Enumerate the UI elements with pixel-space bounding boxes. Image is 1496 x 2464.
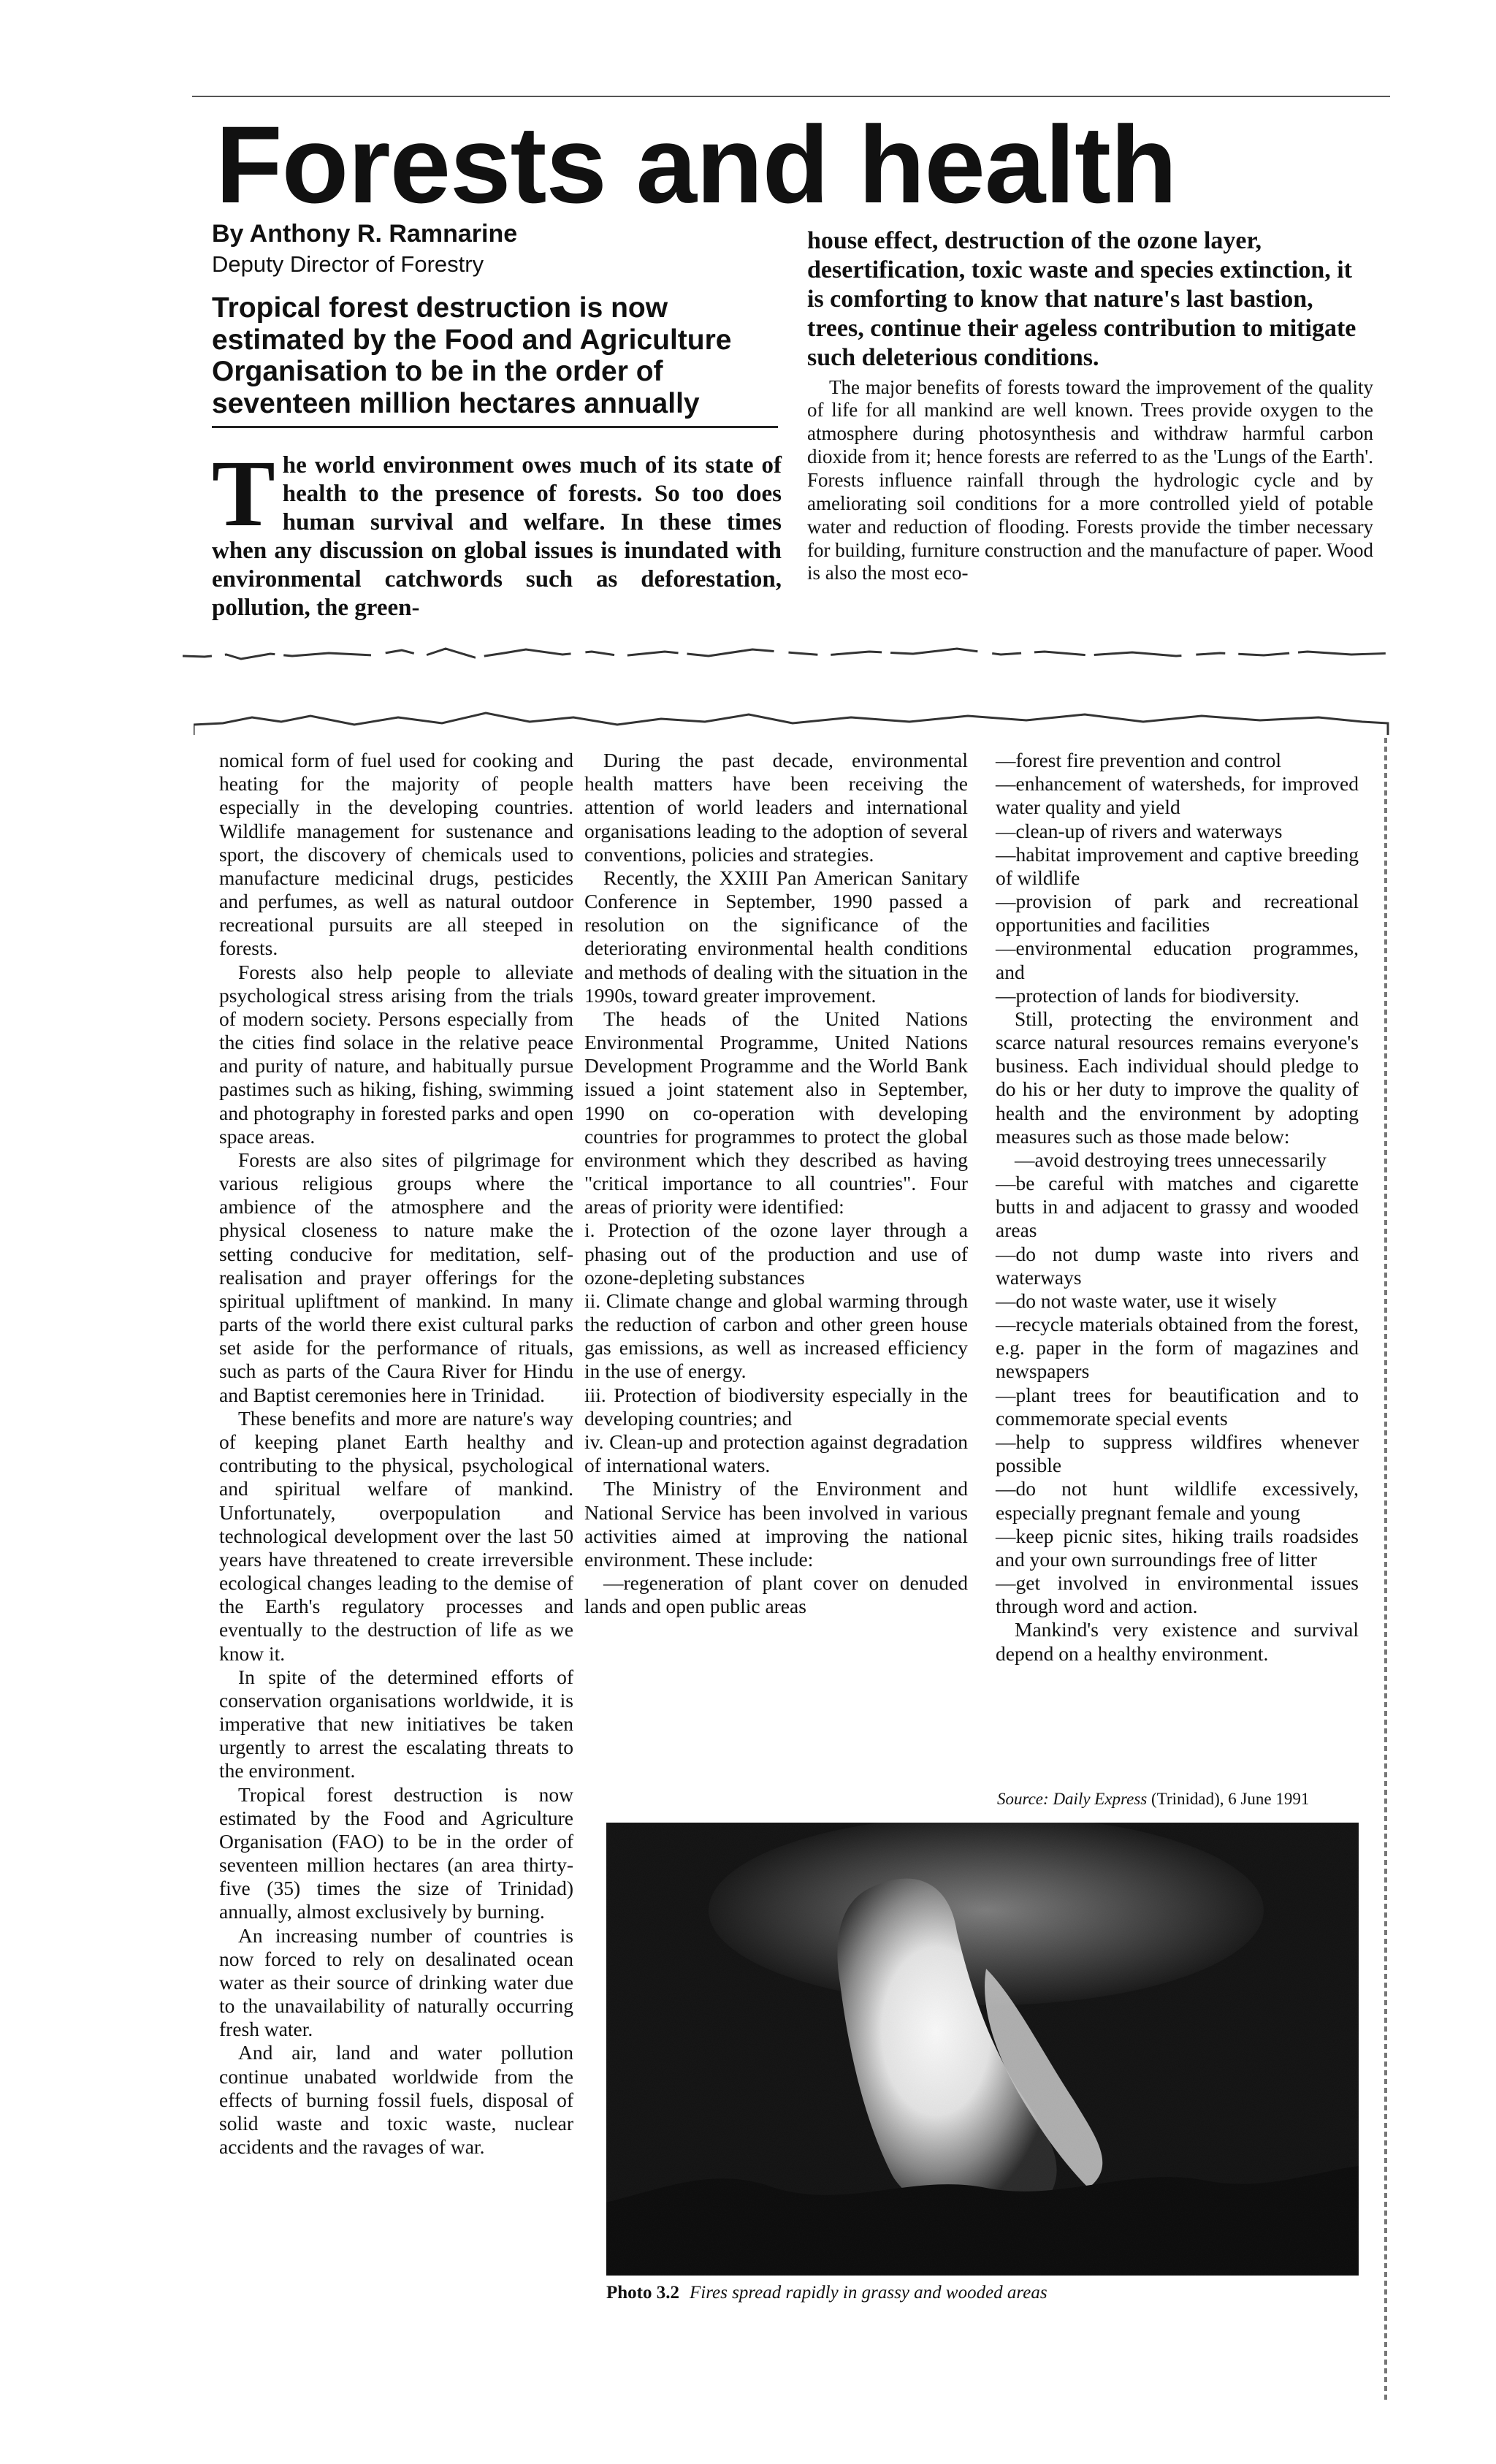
priority-item: ii. Climate change and global warming through the reduction of carbon and other green house gas emissions, as well as increased efficiency in the use of energy. (584, 1289, 968, 1383)
column-1-paragraph: Tropical forest destruction is now estimated by the Food and Agriculture Organisation (FAO) to be in the order of seventeen million hectares (an area thirty-five (35) times the size of Trinidad) annually, almost exclusively by burning. (219, 1782, 573, 1923)
source-credit (997, 1790, 1309, 1809)
activity-item: —enhancement of watersheds, for improved water quality and yield (996, 772, 1359, 819)
column-1-paragraph: And air, land and water pollution continue unabated worldwide from the effects of burning fossil fuels, disposal of solid waste and toxic waste, nuclear accidents and the ravages of war. (219, 2041, 573, 2159)
measure-item: —help to suppress wildfires whenever possible (996, 1430, 1359, 1477)
intro-continuation-bold: house effect, destruction of the ozone layer, desertification, toxic waste and species extinction, it is comforting to know that nature's last bastion, trees, continue their ageless contribution to mitigate such deleterious conditions. (807, 227, 1356, 372)
column-2-paragraph: The heads of the United Nations Environmental Programme, United Nations Development Programme and the World Bank issued a joint statement also in September, 1990 on co-operation with developing countries for programmes to protect the global environment which they described as having "critical importance to all countries". Four areas of priority were identified: (584, 1007, 968, 1218)
source-label: Source: (997, 1790, 1049, 1808)
source-details: (Trinidad), 6 June 1991 (1151, 1790, 1310, 1808)
column-1-paragraph: In spite of the determined efforts of conservation organisations worldwide, it is imperative that new initiatives be taken urgently to arrest the escalating threats to the environment. (219, 1665, 573, 1782)
column-3 (996, 749, 1359, 1666)
activity-item: —forest fire prevention and control (996, 749, 1281, 771)
measure-item: —avoid destroying trees unnecessarily (1015, 1148, 1327, 1171)
column-1-lead: nomical form of fuel used for cooking and heating for the majority of people especially in the developing countries. Wildlife management for sustenance and sport, the discovery of chemicals used to manufacture medicinal drugs, pesticides and perfumes, as well as natural outdoor recreational pursuits are all steeped in forests. (219, 749, 573, 960)
top-rule (192, 96, 1390, 97)
measure-item: —plant trees for beautification and to commemorate special events (996, 1383, 1359, 1430)
activity-item: —habitat improvement and captive breeding of wildlife (996, 842, 1359, 889)
torn-edge-divider (183, 643, 1395, 665)
measure-item: —get involved in environmental issues through word and action. (996, 1571, 1359, 1618)
author-role: Deputy Director of Forestry (212, 251, 484, 277)
photo-caption (606, 2283, 1047, 2303)
column-1-paragraph: Forests are also sites of pilgrimage for various religious groups where the ambience of the atmosphere and the physical closeness to nature make the setting conducive for meditation, self-realisation and prayer offerings for the spiritual upliftment of mankind. In many parts of the world there exist cultural parks set aside for the performance of rituals, such as parts of the Caura River for Hindu and Baptist ceremonies here in Trinidad. (219, 1148, 573, 1406)
source-publication: Daily Express (1053, 1790, 1148, 1808)
measure-item: —be careful with matches and cigarette butts in and adjacent to grassy and wooded areas (996, 1172, 1359, 1242)
measure-item: —do not hunt wildlife excessively, especially pregnant female and young (996, 1477, 1359, 1524)
column-1-paragraph: Forests also help people to alleviate psychological stress arising from the trials of modern society. Persons especially from the cities find solace in the relative peace and purity of nature, and habitually pursue pastimes such as hiking, fishing, swimming and photography in forested parks and open space areas. (219, 960, 573, 1148)
activity-item: —protection of lands for biodiversity. (996, 983, 1300, 1007)
torn-edge-frame (194, 707, 1392, 736)
photo-grain (606, 1823, 1359, 2276)
activity-item: —environmental education programmes, and (996, 937, 1359, 983)
standfirst-rule (212, 426, 778, 428)
headline: Forests and health (215, 103, 1177, 226)
column-1 (219, 749, 573, 2159)
priority-item: i. Protection of the ozone layer through a phasing out of the production and use of ozone-depleting substances (584, 1218, 968, 1289)
activity-item: —provision of park and recreational opportunities and facilities (996, 890, 1359, 937)
column-1-paragraph: An increasing number of countries is now forced to rely on desalinated ocean water as their source of drinking water due to the unavailability of naturally occurring fresh water. (219, 1923, 573, 2041)
column-2-paragraph: During the past decade, environmental health matters have been receiving the attention of world leaders and international organisations leading to the adoption of several conventions, policies and strategies. (584, 749, 968, 866)
intro-text: he world environment owes much of its state of health to the presence of forests. So too does human survival and welfare. In these times when any discussion on global issues is inundated with environmental catchwords such as deforestation, pollution, the green- (212, 452, 782, 621)
column-1-paragraph: These benefits and more are nature's way of keeping planet Earth healthy and contributing to the physical, psychological and spiritual welfare of mankind. Unfortunately, overpopulation and technological development over the last 50 years have threatened to create irreversible ecological changes leading to the demise of the Earth's regulatory processes and eventually to the destruction of life as we know it. (219, 1406, 573, 1665)
priority-item: iv. Clean-up and protection against degradation of international waters. (584, 1430, 968, 1477)
byline: By Anthony R. Ramnarine (212, 220, 518, 248)
column-3-paragraph: Still, protecting the environment and scarce natural resources remains everyone's business. Each individual should pledge to do his or her duty to improve the quality of health and the environment by adopting measures such as those made below: (996, 1007, 1359, 1148)
photo-caption-text: Fires spread rapidly in grassy and wooded areas (690, 2283, 1047, 2303)
photo-label: Photo 3.2 (606, 2283, 679, 2303)
fire-photo (606, 1823, 1359, 2276)
right-border (1384, 738, 1387, 2403)
intro-paragraph (212, 441, 782, 622)
column-3-closing: Mankind's very existence and survival depend on a healthy environment. (996, 1618, 1359, 1665)
intro-continuation (807, 226, 1373, 585)
measure-item: —keep picnic sites, hiking trails roadsides and your own surroundings free of litter (996, 1524, 1359, 1571)
intro-continuation-body: The major benefits of forests toward the improvement of the quality of life for all mankind are well known. Trees provide oxygen to the atmosphere during photosynthesis and withdraw harmful carbon dioxide from it; hence forests are referred to as the 'Lungs of the Earth'. Forests influence rainfall through the hydrologic cycle and by ameliorating soil conditions for a more controlled yield of potable water and reduction of flooding. Forests provide the timber necessary for building, furniture construction and the manufacture of paper. Wood is also the most eco- (807, 375, 1373, 584)
measure-item: —do not waste water, use it wisely (996, 1289, 1277, 1312)
column-2 (584, 749, 968, 1618)
measure-item: —recycle materials obtained from the forest, e.g. paper in the form of magazines and newspapers (996, 1313, 1359, 1383)
drop-cap: T (212, 441, 275, 546)
activity-item: —clean-up of rivers and waterways (996, 819, 1283, 842)
column-2-paragraph: Recently, the XXIII Pan American Sanitary Conference in September, 1990 passed a resolution on the significance of the deteriorating environmental health conditions and methods of dealing with the situation in the 1990s, toward greater improvement. (584, 866, 968, 1007)
column-2-paragraph: The Ministry of the Environment and National Service has been involved in various activities aimed at improving the national environment. These include: (584, 1477, 968, 1571)
measure-item: —do not dump waste into rivers and waterways (996, 1242, 1359, 1289)
standfirst: Tropical forest destruction is now estimated by the Food and Agriculture Organisation to be in the order of seventeen million hectares annually (212, 292, 732, 420)
priority-item: iii. Protection of biodiversity especially in the developing countries; and (584, 1383, 968, 1430)
activity-item: —regeneration of plant cover on denuded lands and open public areas (584, 1571, 968, 1618)
